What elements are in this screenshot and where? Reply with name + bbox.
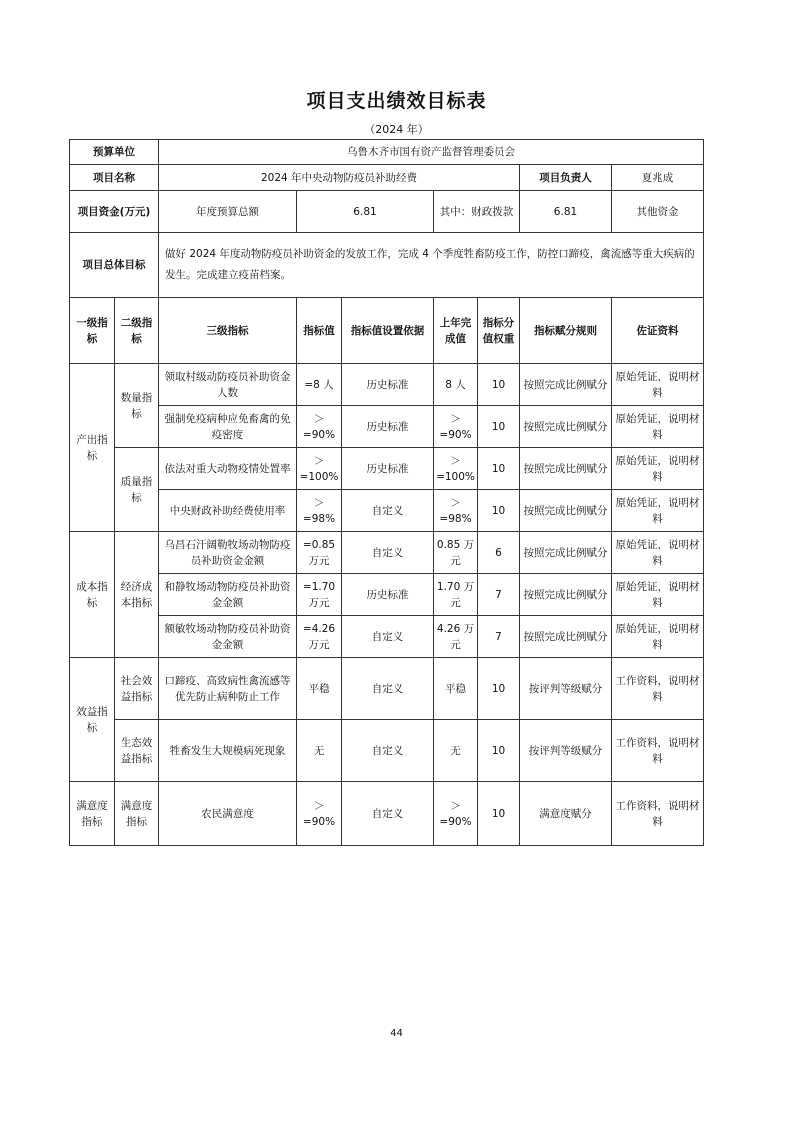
group-economic-cost: 经济成本指标 [115,532,159,658]
indicator-weight: 10 [478,490,520,532]
table-row [70,616,704,658]
page-number: 44 [390,1028,403,1039]
indicator-weight: 6 [478,532,520,574]
indicator-name: 乌昌石汗阔勒牧场动物防疫员补助资金金额 [159,532,297,574]
indicator-rule: 按照完成比例赋分 [520,406,612,448]
indicator-value: =8 人 [297,364,342,406]
indicator-last: 平稳 [434,658,478,720]
indicator-last: 无 [434,720,478,782]
table-row [70,720,704,782]
indicator-value: =1.70 万元 [297,574,342,616]
indicator-weight: 10 [478,406,520,448]
group-quality: 质量指标 [115,448,159,532]
budget-unit-label: 预算单位 [70,140,159,165]
indicator-last: 0.85 万元 [434,532,478,574]
indicator-rule: 按照完成比例赋分 [520,364,612,406]
other-funds-label: 其他资金 [612,191,704,233]
col-value: 指标值 [297,298,342,364]
indicator-rule: 按照完成比例赋分 [520,490,612,532]
col-weight: 指标分值权重 [478,298,520,364]
table-row [70,532,704,574]
indicator-name: 口蹄疫、高致病性禽流感等优先防止病种防止工作 [159,658,297,720]
indicator-weight: 7 [478,574,520,616]
indicator-weight: 10 [478,658,520,720]
indicator-evidence: 原始凭证，说明材料 [612,532,704,574]
indicator-basis: 历史标准 [342,406,434,448]
indicator-value: =0.85 万元 [297,532,342,574]
indicator-last: 8 人 [434,364,478,406]
indicator-evidence: 工作资料，说明材料 [612,658,704,720]
project-name-value: 2024 年中央动物防疫员补助经费 [159,165,520,191]
col-level1: 一级指标 [70,298,115,364]
indicator-name: 中央财政补助经费使用率 [159,490,297,532]
goal-text: 做好 2024 年度动物防疫员补助资金的发放工作，完成 4 个季度牲畜防疫工作，防控口蹄疫，禽流感等重大疾病的发生。完成建立疫苗档案。 [159,233,704,298]
funds-label: 项目资金(万元) [70,191,159,233]
indicator-value: ＞=100% [297,448,342,490]
budget-unit-value: 乌鲁木齐市国有资产监督管理委员会 [159,140,704,165]
indicator-evidence: 原始凭证，说明材料 [612,616,704,658]
indicator-basis: 自定义 [342,490,434,532]
indicator-name: 和静牧场动物防疫员补助资金金额 [159,574,297,616]
indicator-rule: 满意度赋分 [520,782,612,846]
group-satisfaction: 满意度指标 [70,782,115,846]
indicator-value: ＞=98% [297,490,342,532]
indicator-value: =4.26 万元 [297,616,342,658]
indicator-evidence: 工作资料，说明材料 [612,720,704,782]
indicator-weight: 10 [478,782,520,846]
annual-total-value: 6.81 [297,191,434,233]
col-rule: 指标赋分规则 [520,298,612,364]
indicator-value: 无 [297,720,342,782]
indicator-evidence: 原始凭证，说明材料 [612,574,704,616]
table-row [70,448,704,490]
col-evidence: 佐证资料 [612,298,704,364]
indicator-name: 领取村级动防疫员补助资金人数 [159,364,297,406]
indicator-evidence: 工作资料，说明材料 [612,782,704,846]
indicator-evidence: 原始凭证，说明材料 [612,406,704,448]
col-basis: 指标值设置依据 [342,298,434,364]
indicator-last: ＞=100% [434,448,478,490]
indicator-weight: 10 [478,448,520,490]
col-last-year: 上年完成值 [434,298,478,364]
indicator-evidence: 原始凭证，说明材料 [612,448,704,490]
table-row [70,406,704,448]
group-satisfaction-sub: 满意度指标 [115,782,159,846]
indicator-rule: 按照完成比例赋分 [520,448,612,490]
table-row [70,490,704,532]
indicator-rule: 按照完成比例赋分 [520,532,612,574]
indicator-rule: 按照完成比例赋分 [520,616,612,658]
indicator-evidence: 原始凭证，说明材料 [612,364,704,406]
indicator-name: 强制免疫病种应免畜禽的免疫密度 [159,406,297,448]
indicator-last: 4.26 万元 [434,616,478,658]
table-row [70,574,704,616]
indicator-name: 依法对重大动物疫情处置率 [159,448,297,490]
project-name-label: 项目名称 [70,165,159,191]
indicator-last: ＞=90% [434,782,478,846]
indicator-basis: 历史标准 [342,364,434,406]
indicator-rule: 按评判等级赋分 [520,720,612,782]
group-quantity: 数量指标 [115,364,159,448]
indicator-rule: 按照完成比例赋分 [520,574,612,616]
annual-total-label: 年度预算总额 [159,191,297,233]
fiscal-label: 其中：财政拨款 [434,191,520,233]
indicator-basis: 自定义 [342,532,434,574]
indicator-weight: 10 [478,364,520,406]
indicator-basis: 自定义 [342,658,434,720]
indicator-last: ＞=90% [434,406,478,448]
indicator-value: ＞=90% [297,782,342,846]
indicator-rule: 按评判等级赋分 [520,658,612,720]
goal-label: 项目总体目标 [70,233,159,298]
indicator-weight: 7 [478,616,520,658]
indicator-basis: 自定义 [342,616,434,658]
indicator-weight: 10 [478,720,520,782]
fiscal-value: 6.81 [520,191,612,233]
indicator-basis: 自定义 [342,782,434,846]
indicator-name: 农民满意度 [159,782,297,846]
page-title: 项目支出绩效目标表 [306,90,487,112]
project-owner-value: 夏兆成 [612,165,704,191]
indicator-value: ＞=90% [297,406,342,448]
indicator-name: 牲畜发生大规模病死现象 [159,720,297,782]
indicator-name: 额敏牧场动物防疫员补助资金金额 [159,616,297,658]
group-output: 产出指标 [70,364,115,532]
indicator-value: 平稳 [297,658,342,720]
table-row [70,364,704,406]
group-social: 社会效益指标 [115,658,159,720]
indicator-last: ＞=98% [434,490,478,532]
indicator-basis: 自定义 [342,720,434,782]
indicator-basis: 历史标准 [342,574,434,616]
indicator-evidence: 原始凭证，说明材料 [612,490,704,532]
group-cost: 成本指标 [70,532,115,658]
table-row [70,658,704,720]
year-label: （2024 年） [364,123,429,136]
project-owner-label: 项目负责人 [520,165,612,191]
group-eco: 生态效益指标 [115,720,159,782]
performance-table [69,139,704,846]
indicator-last: 1.70 万元 [434,574,478,616]
table-row [70,782,704,846]
col-level2: 二级指标 [115,298,159,364]
col-level3: 三级指标 [159,298,297,364]
indicator-basis: 历史标准 [342,448,434,490]
group-benefit: 效益指标 [70,658,115,782]
